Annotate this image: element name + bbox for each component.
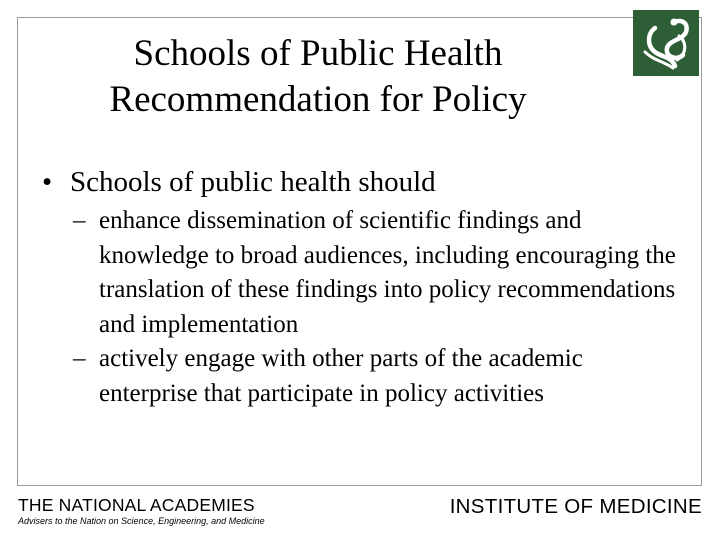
sub-bullet-1-text: enhance dissemination of scientific findings and knowledge to broad audiences, including encouraging the translation of these findings into policy recommendations and implementation [99,207,676,338]
org-name: THE NATIONAL ACADEMIES [18,495,255,515]
bullet-mark: • [42,166,53,198]
sub-bullet-2 [73,342,680,411]
bullet-list [40,164,680,411]
org-tagline: Advisers to the Nation on Science, Engineering, and Medicine [18,516,265,526]
title-line-2: Recommendation for Policy [109,79,527,120]
sub-bullet-2-text: actively engage with other parts of the academic enterprise that participate in policy activities [99,345,583,407]
sub-bullet-mark: – [73,207,86,234]
sub-bullet-mark: – [73,345,86,372]
main-bullet [40,164,680,200]
slide-title [38,31,598,123]
iom-logo-icon [633,10,699,76]
title-line-1: Schools of Public Health [133,33,503,74]
sub-bullet-1 [73,204,680,342]
main-bullet-text: Schools of public health should [70,166,436,198]
institute-of-medicine-wordmark: INSTITUTE OF MEDICINE [449,495,702,518]
national-academies-logo [18,495,265,527]
